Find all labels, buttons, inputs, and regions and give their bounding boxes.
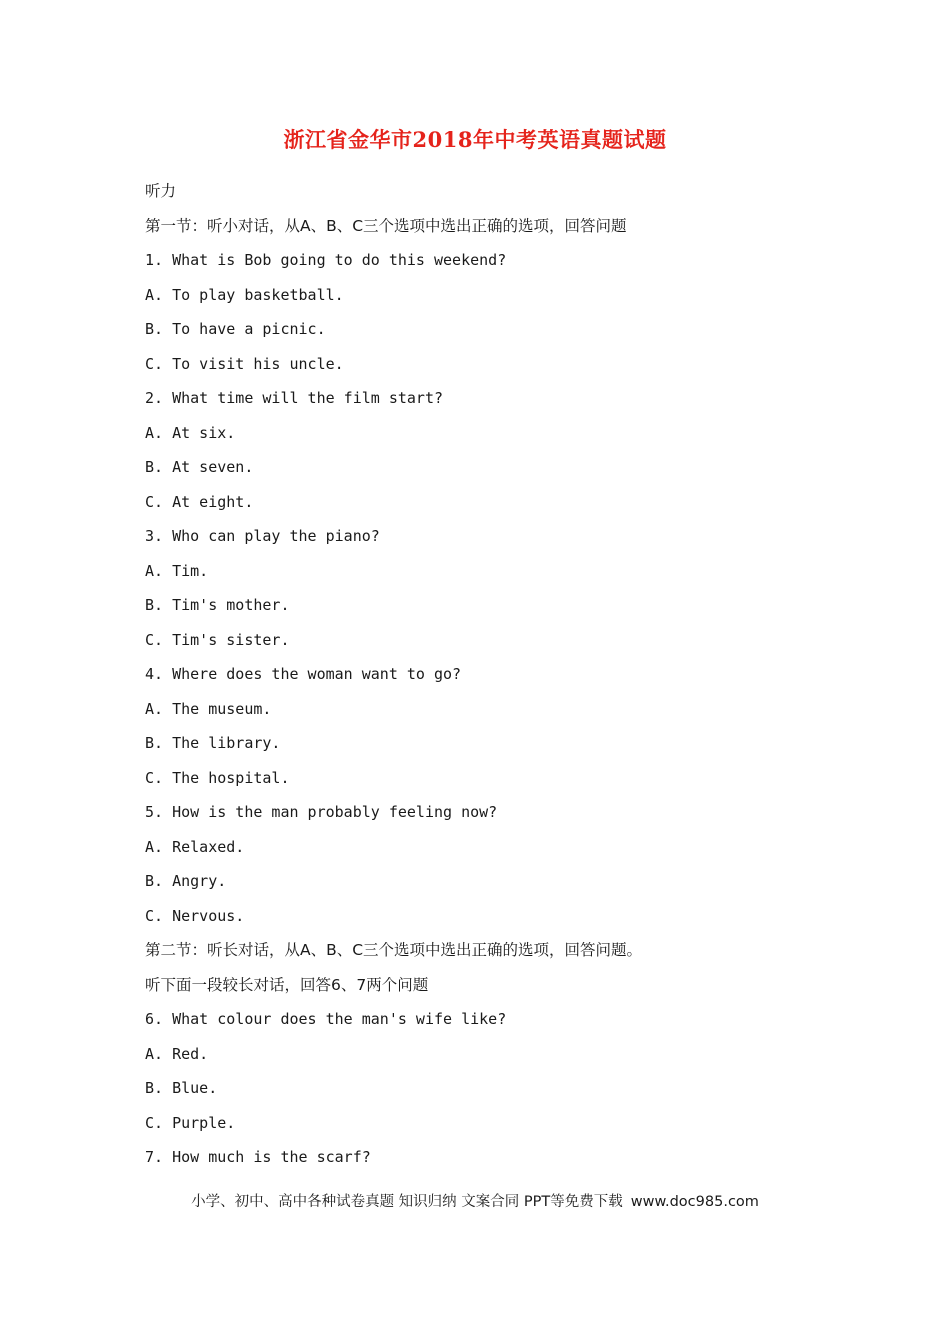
question-text: 5. How is the man probably feeling now? [145,803,498,821]
answer-option: C. Tim's sister. [145,630,290,649]
answer-option: A. Relaxed. [145,837,245,856]
answer-option: A. At six. [145,423,236,442]
section-heading: 第二节：听长对话，从A、B、C三个选项中选出正确的选项，回答问题。 [145,941,643,959]
answer-option: B. Angry. [145,872,227,890]
answer-option: A. Tim. [145,561,209,580]
answer-option: B. Blue. [145,1079,218,1097]
footer-site-link[interactable]: www.doc985.com [630,1194,759,1210]
answer-option: B. At seven. [145,458,254,476]
footer-text: 小学、初中、高中各种试卷真题 知识归纳 文案合同 PPT等免费下载 [191,1194,623,1210]
answer-option: A. To play basketball. [145,285,344,304]
answer-option: C. Purple. [145,1113,236,1132]
answer-option: B. The library. [145,734,281,752]
section-heading: 听下面一段较长对话，回答6、7两个问题 [145,975,429,994]
answer-option: A. The museum. [145,699,272,718]
section-heading: 第一节：听小对话，从A、B、C三个选项中选出正确的选项，回答问题 [145,216,627,235]
answer-option: C. To visit his uncle. [145,354,344,373]
section-heading: 听力 [145,182,177,200]
question-text: 4. Where does the woman want to go? [145,665,462,683]
answer-option: A. Red. [145,1044,209,1063]
question-text: 1. What is Bob going to do this weekend? [145,251,507,269]
question-list [145,180,845,1181]
page-footer [0,1190,950,1211]
answer-option: B. Tim's mother. [145,596,290,614]
question-text: 6. What colour does the man's wife like? [145,1010,507,1028]
question-text: 3. Who can play the piano? [145,527,380,545]
answer-option: C. At eight. [145,492,254,511]
answer-option: B. To have a picnic. [145,320,326,338]
question-text: 7. How much is the scarf? [145,1148,371,1166]
question-text: 2. What time will the film start? [145,389,444,407]
answer-option: C. The hospital. [145,768,290,787]
document-title: 浙江省金华市2018年中考英语真题试题 [283,127,667,152]
answer-option: C. Nervous. [145,906,245,925]
